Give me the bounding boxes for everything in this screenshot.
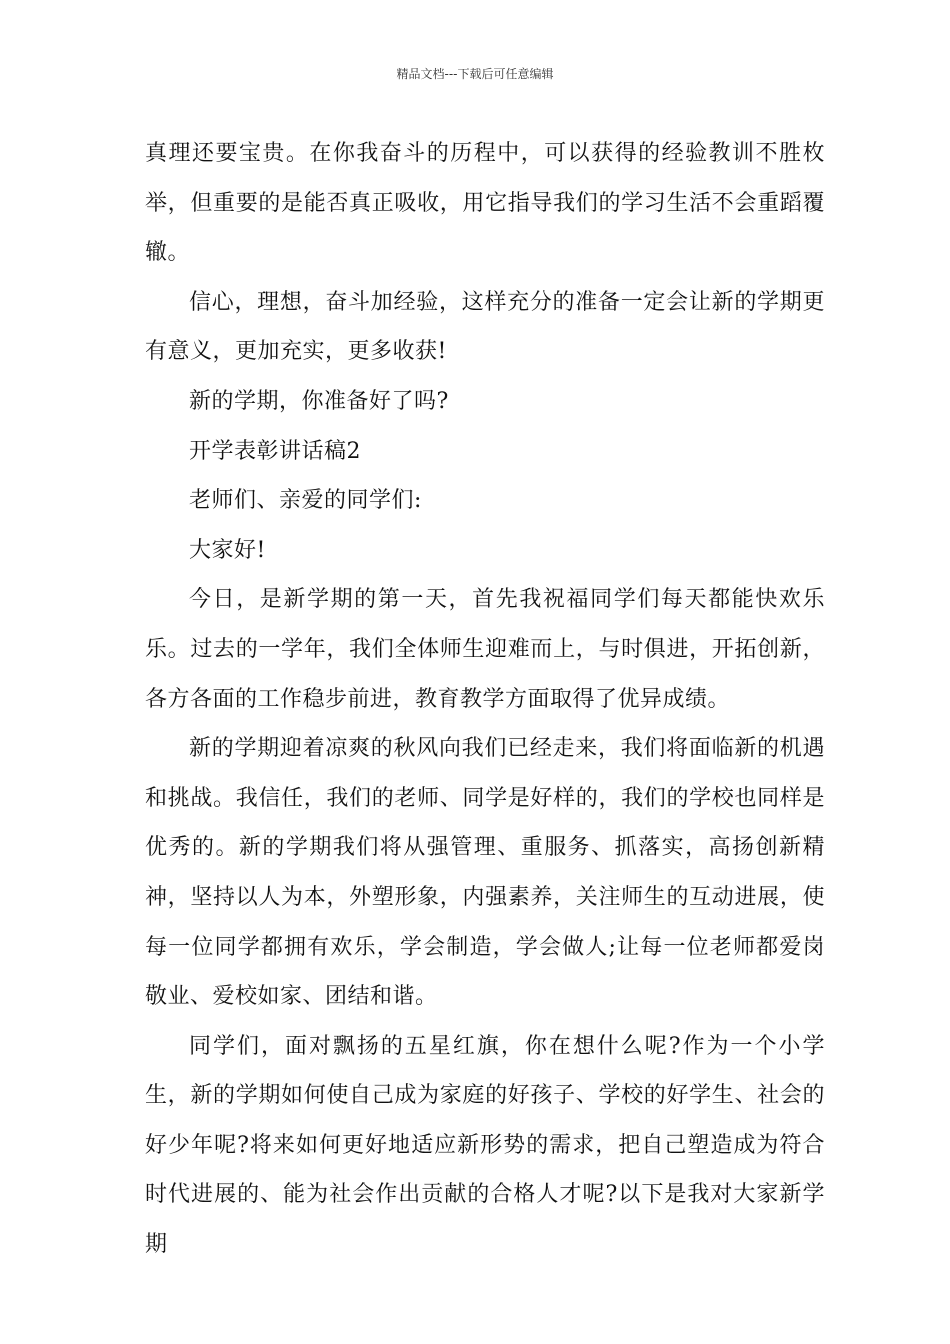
speech-title: 开学表彰讲话稿2: [189, 438, 361, 464]
paragraph-new-term: 新的学期迎着凉爽的秋风向我们已经走来，我们将面临新的机遇和挑战。我信任，我们的老师、同学是好样的，我们的学校也同样是优秀的。新的学期我们将从强管理、重服务、抓落实，高扬创新精神，坚持以人为本，外塑形象，内强素养，关注师生的互动进展，使每一位同学都拥有欢乐，学会制造，学会做人;让每一位老师都爱岗敬业、爱校如家、团结和谐。: [145, 736, 825, 1010]
document-body: [145, 129, 825, 1270]
paragraph-confidence: 信心，理想，奋斗加经验，这样充分的准备一定会让新的学期更有意义，更加充实，更多收获!: [145, 289, 825, 365]
greeting: 大家好!: [189, 537, 266, 563]
paragraph-students: 同学们，面对飘扬的五星红旗，你在想什么呢?作为一个小学生，新的学期如何使自己成为家庭的好孩子、学校的好学生、社会的好少年呢?将来如何更好地适应新形势的需求，把自己塑造成为符合时代进展的、能为社会作出贡献的合格人才呢?以下是我对大家新学期: [145, 1033, 825, 1258]
salutation: 老师们、亲爱的同学们:: [189, 488, 422, 514]
paragraph-today: 今日，是新学期的第一天，首先我祝福同学们每天都能快欢乐乐。过去的一学年，我们全体师生迎难而上，与时俱进，开拓创新，各方各面的工作稳步前进，教育教学方面取得了优异成绩。: [145, 587, 825, 712]
paragraph-question: 新的学期，你准备好了吗?: [189, 388, 449, 414]
page-header: 精品文档---下载后可任意编辑: [396, 67, 554, 81]
paragraph-continuation: 真理还要宝贵。在你我奋斗的历程中，可以获得的经验教训不胜枚举，但重要的是能否真正吸收，用它指导我们的学习生活不会重蹈覆辙。: [145, 141, 825, 266]
